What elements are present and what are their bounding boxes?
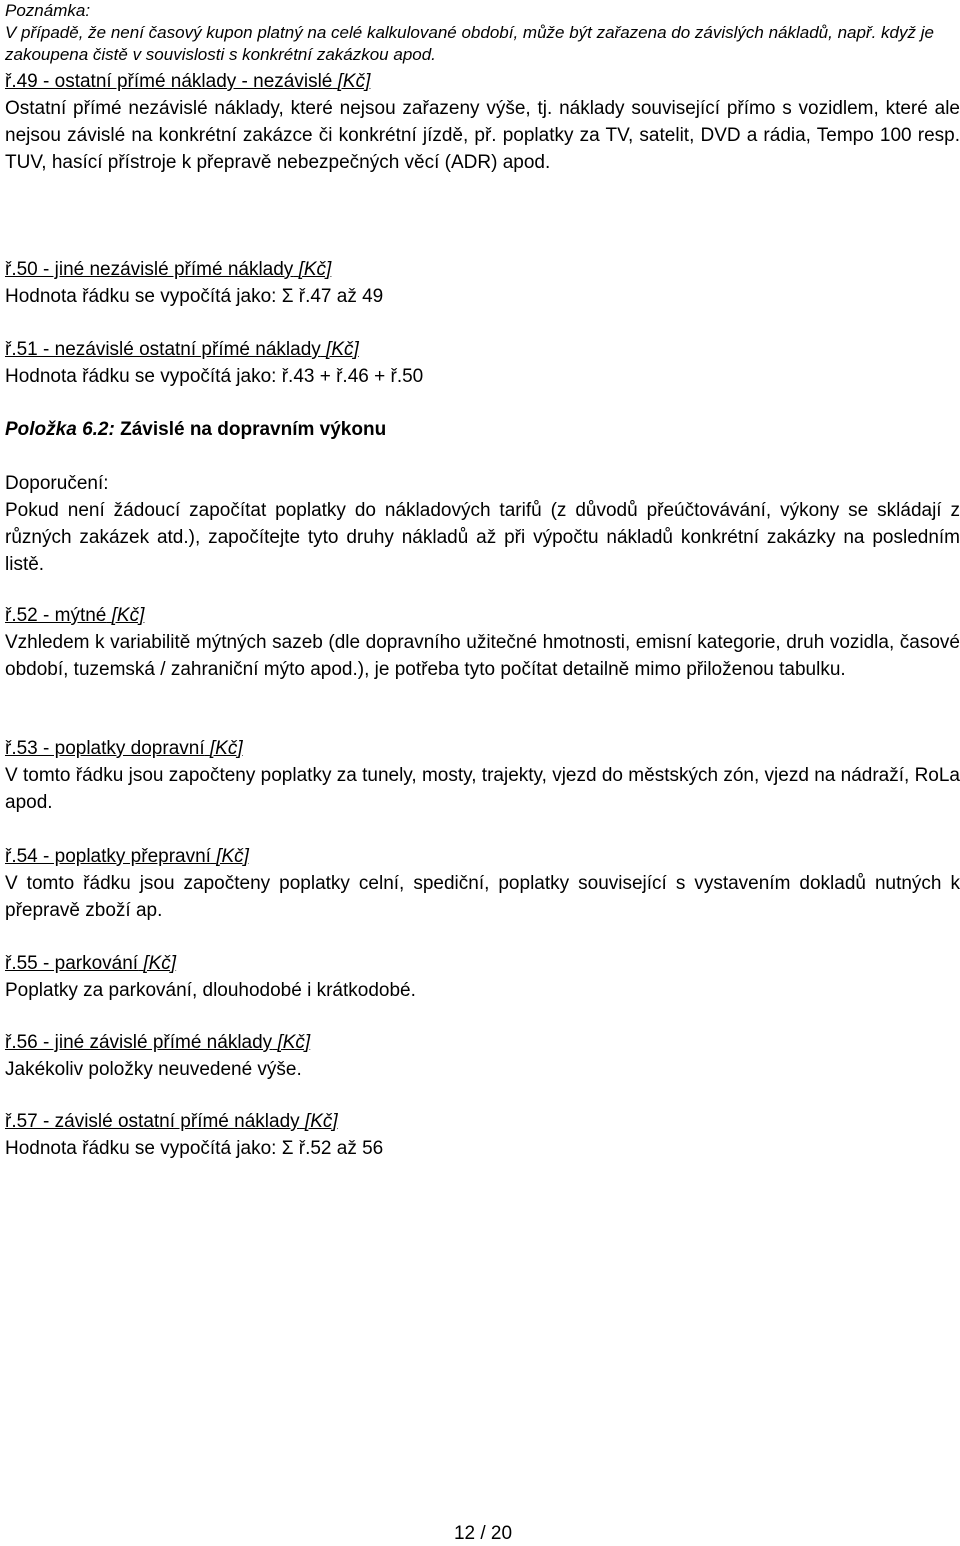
- page-number: 12 / 20: [453, 1523, 513, 1544]
- row-heading: [5, 68, 960, 95]
- row-unit: [Kč]: [326, 339, 359, 360]
- row-unit: [Kč]: [209, 738, 243, 759]
- row-heading: [5, 1029, 960, 1056]
- row-code: ř.52 - mýtné: [5, 605, 107, 626]
- row-text: Vzhledem k variabilitě mýtných sazeb (dle dopravního užitečné hmotnosti, emisní kategorie, druh vozidla, časové období, tuzemská / zahraniční mýto apod.), je potřeba tyto počítat detailně mimo přiloženou tabulku.: [5, 632, 960, 680]
- row-text: V tomto řádku jsou započteny poplatky za tunely, mosty, trajekty, vjezd do městských zón, vjezd na nádraží, RoLa apod.: [5, 765, 960, 813]
- recommendation-block: [5, 470, 960, 578]
- recommendation-label: Doporučení:: [5, 473, 109, 494]
- note-block: [5, 0, 957, 66]
- row-heading: [5, 336, 960, 363]
- row-text: Jakékoliv položky neuvedené výše.: [5, 1059, 302, 1080]
- note-title: Poznámka:: [5, 1, 91, 20]
- row-53-block: [5, 735, 960, 816]
- row-heading: [5, 256, 960, 283]
- section-name: Závislé na dopravním výkonu: [120, 419, 387, 440]
- row-52-block: [5, 602, 960, 683]
- row-51-block: [5, 336, 960, 390]
- row-text: Hodnota řádku se vypočítá jako: Σ ř.52 až 56: [5, 1138, 384, 1159]
- section-prefix: Položka 6.2:: [5, 419, 115, 440]
- row-text: Hodnota řádku se vypočítá jako: ř.43 + ř.46 + ř.50: [5, 366, 424, 387]
- section-title: [5, 416, 386, 443]
- row-unit: [Kč]: [277, 1032, 311, 1053]
- row-heading: [5, 843, 960, 870]
- row-code: ř.55 - parkování: [5, 953, 139, 974]
- row-text: Poplatky za parkování, dlouhodobé i krátkodobé.: [5, 980, 416, 1001]
- row-unit: [Kč]: [143, 953, 177, 974]
- row-code: ř.49 - ostatní přímé náklady - nezávislé: [5, 71, 333, 92]
- row-49-block: [5, 68, 960, 176]
- row-text: V tomto řádku jsou započteny poplatky celní, spediční, poplatky související s vystavením dokladů nutných k přepravě zboží ap.: [5, 873, 960, 921]
- row-unit: [Kč]: [304, 1111, 338, 1132]
- note-text: V případě, že není časový kupon platný na celé kalkulované období, může být zařazena do závislých nákladů, např. když je zakoupena čistě v souvislosti s konkrétní zakázkou apod.: [5, 23, 934, 64]
- row-heading: [5, 1108, 960, 1135]
- recommendation-text: Pokud není žádoucí započítat poplatky do nákladových tarifů (z důvodů přeúčtovávání, výkony se skládají z různých zakázek atd.), započítejte tyto druhy nákladů až při výpočtu nákladů konkrétní zakázky na posledním listě.: [5, 500, 960, 575]
- row-unit: [Kč]: [337, 71, 371, 92]
- row-unit: [Kč]: [298, 259, 332, 280]
- row-heading: [5, 602, 960, 629]
- row-50-block: [5, 256, 960, 310]
- row-text: Ostatní přímé nezávislé náklady, které nejsou zařazeny výše, tj. náklady související přímo s vozidlem, které ale nejsou závislé na konkrétní zakázce či konkrétní jízdě, př. poplatky za TV, satelit, DVD a rádia, Tempo 100 resp. TUV, hasící přístroje k přepravě nebezpečných věcí (ADR) apod.: [5, 98, 960, 173]
- row-code: ř.51 - nezávislé ostatní přímé náklady: [5, 339, 321, 360]
- row-code: ř.57 - závislé ostatní přímé náklady: [5, 1111, 300, 1132]
- row-code: ř.54 - poplatky přepravní: [5, 846, 211, 867]
- row-54-block: [5, 843, 960, 924]
- row-56-block: [5, 1029, 960, 1083]
- row-unit: [Kč]: [111, 605, 145, 626]
- row-code: ř.56 - jiné závislé přímé náklady: [5, 1032, 273, 1053]
- row-heading: [5, 950, 960, 977]
- row-code: ř.53 - poplatky dopravní: [5, 738, 205, 759]
- row-55-block: [5, 950, 960, 1004]
- row-code: ř.50 - jiné nezávislé přímé náklady: [5, 259, 294, 280]
- row-unit: [Kč]: [216, 846, 249, 867]
- row-heading: [5, 735, 960, 762]
- row-text: Hodnota řádku se vypočítá jako: Σ ř.47 až 49: [5, 286, 384, 307]
- row-57-block: [5, 1108, 960, 1162]
